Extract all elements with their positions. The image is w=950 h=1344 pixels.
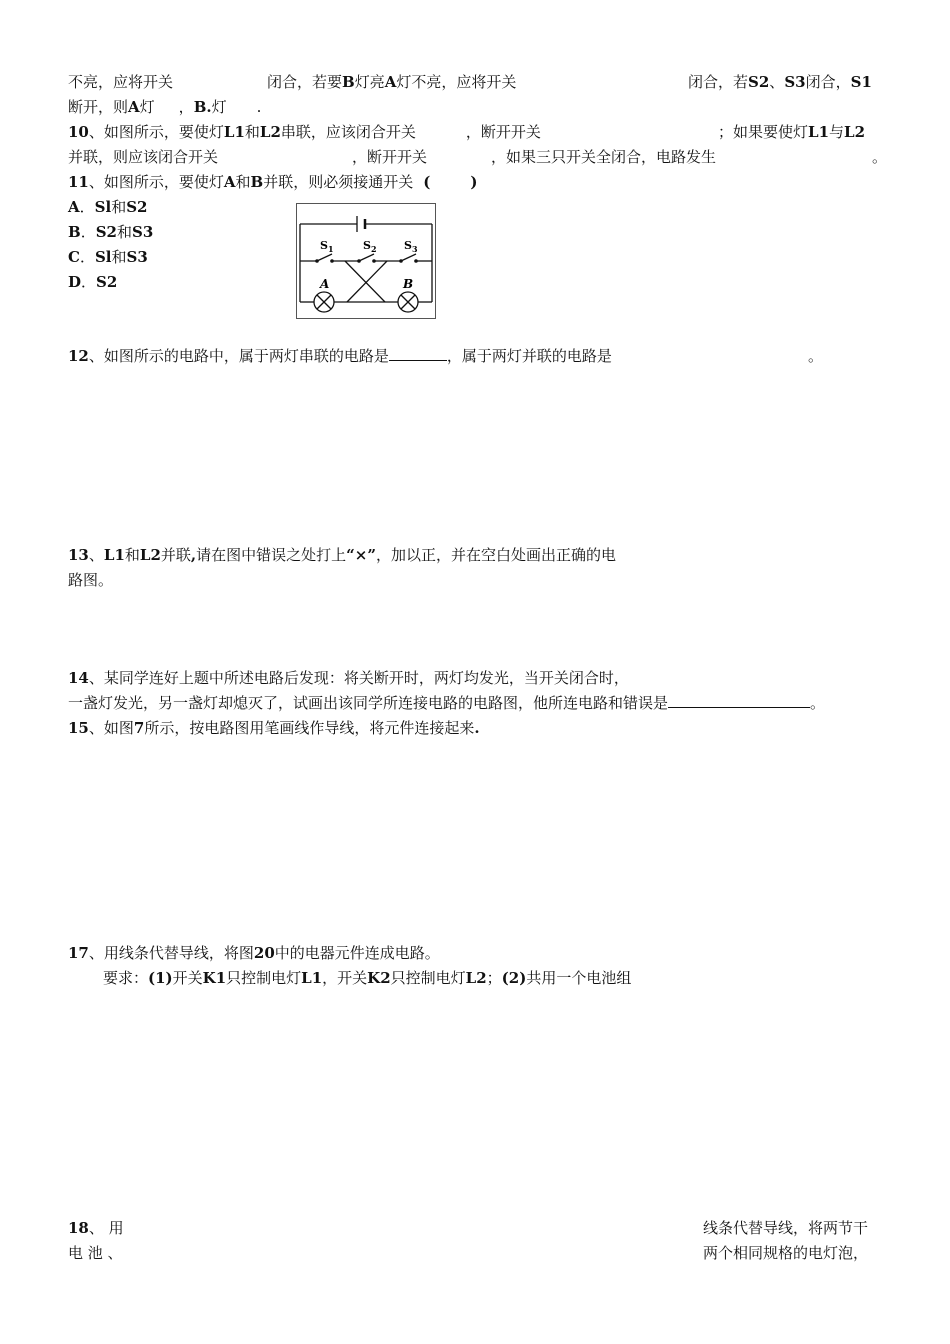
q17-k2: K2 bbox=[367, 969, 391, 987]
q18-line-1-left bbox=[68, 1218, 124, 1238]
q9-text: 不亮，应将开关 bbox=[68, 73, 174, 91]
q9-text: 灯亮 bbox=[354, 73, 385, 91]
q13-text: ，加以正，并在空白处画出正确的电 bbox=[375, 546, 616, 564]
q11-line-1 bbox=[68, 172, 477, 192]
q18-line-2-right bbox=[703, 1243, 868, 1263]
q11-option-c[interactable] bbox=[68, 247, 148, 267]
question-number: 12 bbox=[68, 347, 89, 365]
option-sep: ． bbox=[80, 223, 96, 241]
q17-text: 开关 bbox=[172, 969, 203, 987]
q14-text: 、某同学连好上题中所述电路后发现：将关断开时，两灯均发光，当开关闭合时， bbox=[88, 669, 629, 687]
switch-s1-label: $S_1$ bbox=[320, 239, 334, 254]
q12-text: 。 bbox=[808, 347, 824, 365]
q15-text: 、如图 bbox=[88, 719, 134, 737]
q11-text: 、如图所示，要使灯 bbox=[88, 173, 224, 191]
q17-text: ，开关 bbox=[322, 969, 368, 987]
q9-lamp-a: A bbox=[384, 73, 397, 91]
q15-text: . bbox=[474, 719, 480, 737]
q12-text: 、如图所示的电路中，属于两灯串联的电路是 bbox=[88, 347, 389, 365]
q10-l2: L2 bbox=[844, 123, 865, 141]
q18-text: 、 用 bbox=[88, 1219, 124, 1237]
q10-text: 和 bbox=[244, 123, 260, 141]
option-letter: C bbox=[68, 248, 80, 266]
q10-line-1-right bbox=[718, 122, 865, 142]
q14-line-2 bbox=[68, 693, 825, 713]
q10-line-2-end bbox=[872, 147, 887, 167]
answer-paren: ) bbox=[470, 173, 478, 191]
answer-blank[interactable] bbox=[389, 346, 447, 361]
q18-line-2-left bbox=[68, 1243, 123, 1263]
q9-text: 灯 bbox=[139, 98, 155, 116]
q17-text: 中的电器元件连成电路。 bbox=[274, 944, 440, 962]
question-number: 15 bbox=[68, 719, 89, 737]
q17-line-1 bbox=[68, 943, 440, 963]
option-switch: S2 bbox=[96, 273, 118, 291]
option-sep: ． bbox=[79, 198, 95, 216]
switch-s1-blade bbox=[317, 254, 332, 261]
q11-option-b[interactable] bbox=[68, 222, 153, 242]
switch-s3-blade bbox=[401, 254, 416, 261]
q10-l1: L1 bbox=[808, 123, 829, 141]
q18-text: 两个相同规格的电灯泡， bbox=[703, 1244, 869, 1262]
q13-text: 路图。 bbox=[68, 571, 114, 589]
q9-text: 闭合， bbox=[805, 73, 851, 91]
option-letter: A bbox=[68, 198, 80, 216]
q13-l1: L1 bbox=[103, 546, 125, 564]
q17-l1: L1 bbox=[301, 969, 323, 987]
option-text: 和 bbox=[111, 198, 127, 216]
q10-text: 。 bbox=[872, 148, 888, 166]
q17-text: ； bbox=[486, 969, 502, 987]
q17-k1: K1 bbox=[202, 969, 227, 987]
q10-line-1 bbox=[68, 122, 541, 142]
q9-text: ， bbox=[178, 98, 194, 116]
q11-lamp-b: B bbox=[250, 173, 264, 191]
q15-text: 所示，按电路图用笔画线作导线，将元件连接起来 bbox=[144, 719, 475, 737]
q17-l2: L2 bbox=[465, 969, 487, 987]
question-number: 10 bbox=[68, 123, 89, 141]
q14-text: 一盏灯发光，另一盏灯却熄灭了，试画出该同学所连接电路的电路图，他所连电路和错误是 bbox=[68, 694, 669, 712]
question-number: 11 bbox=[68, 173, 89, 191]
q10-text: ；如果要使灯 bbox=[718, 123, 809, 141]
q10-text: ，如果三只开关全闭合，电路发生 bbox=[491, 148, 717, 166]
q13-cross-mark: “×” bbox=[346, 546, 376, 564]
switch-s2-label: $S_2$ bbox=[363, 239, 377, 254]
option-sep: ． bbox=[81, 273, 97, 291]
q15-figure-number: 7 bbox=[133, 719, 145, 737]
q9-text: 灯 bbox=[211, 98, 227, 116]
option-sep: ． bbox=[79, 248, 95, 266]
q18-line-1-right bbox=[703, 1218, 868, 1238]
q9-line-1 bbox=[68, 72, 516, 92]
q14-text: 。 bbox=[810, 694, 826, 712]
answer-paren: ( bbox=[423, 173, 431, 191]
q10-text: ，断开开关 bbox=[352, 148, 428, 166]
option-switch: S3 bbox=[132, 223, 154, 241]
q13-line-2 bbox=[68, 570, 113, 590]
q9-text: 、 bbox=[769, 73, 785, 91]
q9-switch-s3: S3 bbox=[784, 73, 806, 91]
q13-line-1 bbox=[68, 545, 616, 565]
option-switch: Sl bbox=[94, 248, 112, 266]
switch-s2-blade bbox=[359, 254, 374, 261]
q9-text: 断开，则 bbox=[68, 98, 129, 116]
q11-lamp-a: A bbox=[223, 173, 236, 191]
q9-text: 闭合，若要 bbox=[267, 73, 343, 91]
q13-text: 和 bbox=[124, 546, 140, 564]
q10-l1: L1 bbox=[223, 123, 245, 141]
lamp-a-label: A bbox=[320, 277, 330, 291]
q14-line-1 bbox=[68, 668, 629, 688]
q11-option-d[interactable] bbox=[68, 272, 117, 292]
question-number: 13 bbox=[68, 546, 89, 564]
q18-text: 电 池 、 bbox=[68, 1244, 123, 1262]
q10-text: 、如图所示，要使灯 bbox=[88, 123, 224, 141]
option-switch: S2 bbox=[126, 198, 148, 216]
q17-line-2 bbox=[103, 968, 631, 988]
answer-blank[interactable] bbox=[668, 693, 810, 708]
q9-text: . bbox=[256, 98, 262, 116]
lamp-b-label: B bbox=[403, 277, 414, 291]
q10-text: 串联，应该闭合开关 bbox=[280, 123, 416, 141]
q17-figure-number: 20 bbox=[253, 944, 275, 962]
circuit-diagram bbox=[296, 203, 436, 319]
cross-wire bbox=[345, 261, 385, 302]
q13-text: 、 bbox=[88, 546, 104, 564]
q10-text: ，断开开关 bbox=[465, 123, 541, 141]
option-text: 和 bbox=[116, 223, 132, 241]
question-number: 18 bbox=[68, 1219, 89, 1237]
q9-switch-s1: S1 bbox=[850, 73, 872, 91]
q15-line bbox=[68, 718, 480, 738]
q17-req-number: (1) bbox=[148, 969, 173, 987]
q12-text: ，属于两灯并联的电路是 bbox=[446, 347, 612, 365]
question-number: 14 bbox=[68, 669, 89, 687]
q9-text: 灯不亮，应将开关 bbox=[396, 73, 517, 91]
q17-req-number: (2) bbox=[501, 969, 527, 987]
option-text: 和 bbox=[111, 248, 127, 266]
q11-text: 并联，则必须接通开关 bbox=[263, 173, 414, 191]
option-switch: Sl bbox=[94, 198, 112, 216]
q9-line-1-right bbox=[688, 72, 872, 92]
q18-text: 线条代替导线，将两节干 bbox=[703, 1219, 869, 1237]
option-switch: S2 bbox=[95, 223, 117, 241]
q17-text: 、用线条代替导线，将图 bbox=[88, 944, 254, 962]
q10-line-2 bbox=[68, 147, 716, 167]
q13-text: 请在图中错误之处打上 bbox=[196, 546, 347, 564]
q9-lamp-b: B. bbox=[193, 98, 212, 116]
q10-text: 与 bbox=[829, 123, 845, 141]
q9-switch-s2: S2 bbox=[748, 73, 770, 91]
q13-text: , bbox=[190, 546, 197, 564]
q11-text: 和 bbox=[235, 173, 251, 191]
q12-line bbox=[68, 346, 612, 366]
q9-text: 闭合，若 bbox=[688, 73, 749, 91]
q17-text: 要求： bbox=[103, 969, 149, 987]
q12-line-end bbox=[808, 346, 823, 366]
q10-text: 并联，则应该闭合开关 bbox=[68, 148, 219, 166]
q17-text: 只控制电灯 bbox=[390, 969, 466, 987]
q17-text: 只控制电灯 bbox=[226, 969, 302, 987]
question-number: 17 bbox=[68, 944, 89, 962]
cross-wire bbox=[347, 261, 387, 302]
option-letter: D bbox=[68, 273, 82, 291]
switch-s3-label: $S_3$ bbox=[404, 239, 418, 254]
q9-line-2 bbox=[68, 97, 261, 117]
q17-text: 共用一个电池组 bbox=[526, 969, 632, 987]
q10-l2: L2 bbox=[259, 123, 281, 141]
q9-lamp-a: A bbox=[128, 98, 140, 116]
q13-l2: L2 bbox=[139, 546, 161, 564]
option-letter: B bbox=[68, 223, 81, 241]
circuit-svg bbox=[297, 204, 435, 318]
q13-text: 并联 bbox=[160, 546, 191, 564]
q11-option-a[interactable] bbox=[68, 197, 147, 217]
q9-lamp-b: B bbox=[342, 73, 355, 91]
option-switch: S3 bbox=[126, 248, 148, 266]
